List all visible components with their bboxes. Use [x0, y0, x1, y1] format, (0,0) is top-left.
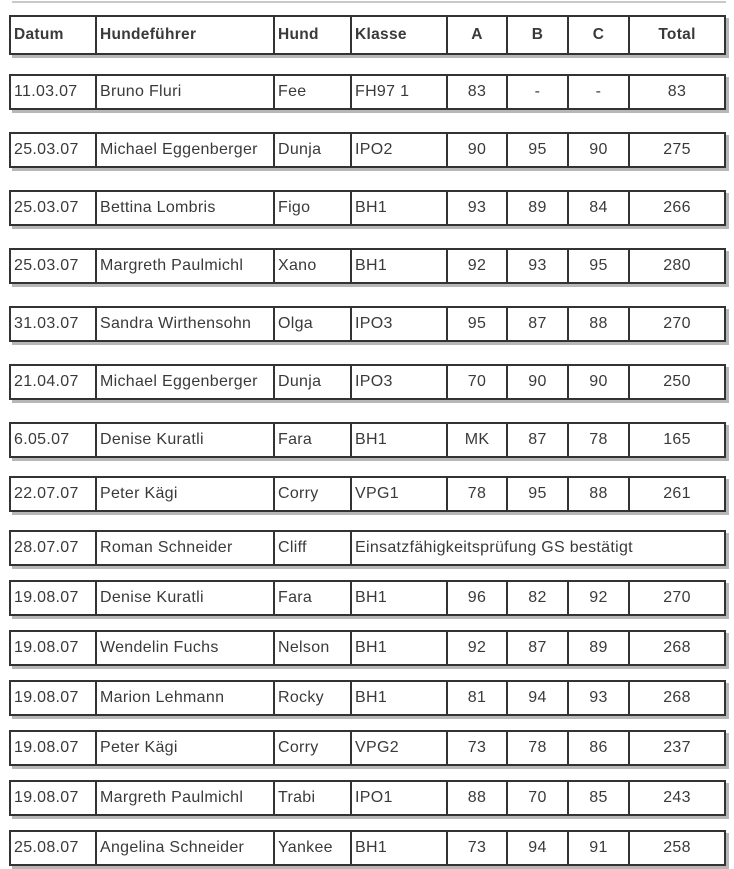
cell-hund: Dunja — [275, 134, 352, 166]
cell-datum: 11.03.07 — [11, 76, 97, 108]
cell-a: 73 — [448, 732, 508, 764]
cell-hundefuehrer: Bruno Fluri — [97, 76, 275, 108]
cell-datum: 19.08.07 — [11, 732, 97, 764]
cell-c: 90 — [569, 134, 630, 166]
cell-a: 70 — [448, 366, 508, 398]
cropped-shadow-line — [12, 1, 726, 3]
cell-hundefuehrer: Peter Kägi — [97, 478, 275, 510]
cell-hund: Olga — [275, 308, 352, 340]
cell-hund: Fara — [275, 424, 352, 456]
cell-c: 90 — [569, 366, 630, 398]
cell-b: 87 — [508, 308, 569, 340]
cell-klasse: BH1 — [352, 192, 448, 224]
cell-hundefuehrer: Denise Kuratli — [97, 424, 275, 456]
cell-hundefuehrer: Marion Lehmann — [97, 682, 275, 714]
cell-total: 268 — [663, 689, 691, 706]
cell-klasse: BH1 — [352, 632, 448, 664]
cell-c: 86 — [569, 732, 630, 764]
cell-hundefuehrer: Michael Eggenberger — [97, 366, 275, 398]
cell-datum: 25.03.07 — [11, 134, 97, 166]
cell-hundefuehrer: Bettina Lombris — [97, 192, 275, 224]
cell-hund: Rocky — [275, 682, 352, 714]
cell-klasse: IPO3 — [352, 366, 448, 398]
cell-hund: Nelson — [275, 632, 352, 664]
cell-klasse: VPG1 — [352, 478, 448, 510]
header-c: C — [569, 17, 630, 53]
cell-hundefuehrer: Peter Kägi — [97, 732, 275, 764]
cell-datum: 31.03.07 — [11, 308, 97, 340]
table-row — [9, 364, 726, 400]
cell-total: 275 — [663, 141, 691, 158]
cell-c: 93 — [569, 682, 630, 714]
cell-c: 92 — [569, 582, 630, 614]
cell-total: 165 — [663, 431, 691, 448]
table-row — [9, 248, 726, 284]
cell-b: - — [508, 76, 569, 108]
cell-a: 93 — [448, 192, 508, 224]
cell-hund: Corry — [275, 732, 352, 764]
cell-b: 89 — [508, 192, 569, 224]
cell-total: 268 — [663, 639, 691, 656]
cell-total: 261 — [663, 485, 691, 502]
cell-hundefuehrer: Roman Schneider — [97, 532, 275, 564]
cell-a: 83 — [448, 76, 508, 108]
cell-b: 95 — [508, 478, 569, 510]
cell-b: 93 — [508, 250, 569, 282]
table-row — [9, 422, 726, 458]
header-a: A — [448, 17, 508, 53]
table-row — [9, 780, 726, 816]
cell-b: 94 — [508, 682, 569, 714]
cell-total: 270 — [663, 589, 691, 606]
cell-datum: 19.08.07 — [11, 782, 97, 814]
cell-hund: Trabi — [275, 782, 352, 814]
cell-a: 95 — [448, 308, 508, 340]
cell-a: MK — [448, 424, 508, 456]
cell-datum: 19.08.07 — [11, 582, 97, 614]
cell-b: 82 — [508, 582, 569, 614]
cell-a: 88 — [448, 782, 508, 814]
header-hund: Hund — [275, 17, 352, 53]
table-row — [9, 730, 726, 766]
table-row-note — [9, 530, 726, 566]
cell-klasse: BH1 — [352, 682, 448, 714]
cell-hundefuehrer: Wendelin Fuchs — [97, 632, 275, 664]
header-hundefuehrer: Hundeführer — [97, 17, 275, 53]
cell-datum: 19.08.07 — [11, 682, 97, 714]
cell-b: 78 — [508, 732, 569, 764]
cell-a: 90 — [448, 134, 508, 166]
cell-datum: 19.08.07 — [11, 632, 97, 664]
table-row — [9, 306, 726, 342]
cell-datum: 25.03.07 — [11, 192, 97, 224]
cell-klasse: BH1 — [352, 832, 448, 864]
cell-a: 92 — [448, 632, 508, 664]
cell-b: 87 — [508, 424, 569, 456]
cell-b: 90 — [508, 366, 569, 398]
cell-c: 84 — [569, 192, 630, 224]
cell-hundefuehrer: Michael Eggenberger — [97, 134, 275, 166]
cell-hund: Xano — [275, 250, 352, 282]
cell-total: 258 — [663, 839, 691, 856]
cell-c: 88 — [569, 478, 630, 510]
header-datum: Datum — [11, 17, 97, 53]
cell-datum: 28.07.07 — [11, 532, 97, 564]
cell-a: 81 — [448, 682, 508, 714]
table-row — [9, 476, 726, 512]
cell-klasse: BH1 — [352, 582, 448, 614]
cell-hundefuehrer: Margreth Paulmichl — [97, 782, 275, 814]
cell-hundefuehrer: Angelina Schneider — [97, 832, 275, 864]
cell-klasse: BH1 — [352, 250, 448, 282]
cell-b: 87 — [508, 632, 569, 664]
cell-note: Einsatzfähigkeitsprüfung GS bestätigt — [355, 539, 633, 556]
cell-c: 95 — [569, 250, 630, 282]
table-header-row — [9, 15, 726, 55]
cell-hund: Corry — [275, 478, 352, 510]
cell-c: 78 — [569, 424, 630, 456]
cell-klasse: IPO1 — [352, 782, 448, 814]
cell-c: 88 — [569, 308, 630, 340]
cell-c: - — [569, 76, 630, 108]
header-b: B — [508, 17, 569, 53]
cell-a: 92 — [448, 250, 508, 282]
cell-datum: 21.04.07 — [11, 366, 97, 398]
cell-total: 83 — [667, 83, 687, 100]
cell-hund: Cliff — [275, 532, 352, 564]
cell-klasse: VPG2 — [352, 732, 448, 764]
table-row — [9, 630, 726, 666]
cell-total: 237 — [663, 739, 691, 756]
cell-hundefuehrer: Denise Kuratli — [97, 582, 275, 614]
cell-hund: Dunja — [275, 366, 352, 398]
cell-total: 250 — [663, 373, 691, 390]
cell-total: 243 — [663, 789, 691, 806]
cell-hundefuehrer: Sandra Wirthensohn — [97, 308, 275, 340]
cell-a: 78 — [448, 478, 508, 510]
cell-datum: 6.05.07 — [11, 424, 97, 456]
cell-klasse: IPO3 — [352, 308, 448, 340]
cell-hund: Yankee — [275, 832, 352, 864]
cell-total: 280 — [663, 257, 691, 274]
table-row — [9, 190, 726, 226]
cell-b: 70 — [508, 782, 569, 814]
results-table — [9, 15, 726, 866]
cell-datum: 25.03.07 — [11, 250, 97, 282]
cell-hund: Figo — [275, 192, 352, 224]
table-row — [9, 132, 726, 168]
cell-hund: Fee — [275, 76, 352, 108]
cell-klasse: IPO2 — [352, 134, 448, 166]
table-row — [9, 830, 726, 866]
header-total: Total — [658, 26, 696, 43]
cell-a: 73 — [448, 832, 508, 864]
cell-a: 96 — [448, 582, 508, 614]
cell-klasse: FH97 1 — [352, 76, 448, 108]
header-klasse: Klasse — [352, 17, 448, 53]
cell-hund: Fara — [275, 582, 352, 614]
table-row — [9, 680, 726, 716]
cell-b: 95 — [508, 134, 569, 166]
table-row — [9, 580, 726, 616]
cell-total: 266 — [663, 199, 691, 216]
cell-datum: 22.07.07 — [11, 478, 97, 510]
table-row — [9, 74, 726, 110]
cell-c: 91 — [569, 832, 630, 864]
cell-hundefuehrer: Margreth Paulmichl — [97, 250, 275, 282]
cell-c: 85 — [569, 782, 630, 814]
cell-c: 89 — [569, 632, 630, 664]
cell-b: 94 — [508, 832, 569, 864]
cell-klasse: BH1 — [352, 424, 448, 456]
cell-total: 270 — [663, 315, 691, 332]
cell-datum: 25.08.07 — [11, 832, 97, 864]
